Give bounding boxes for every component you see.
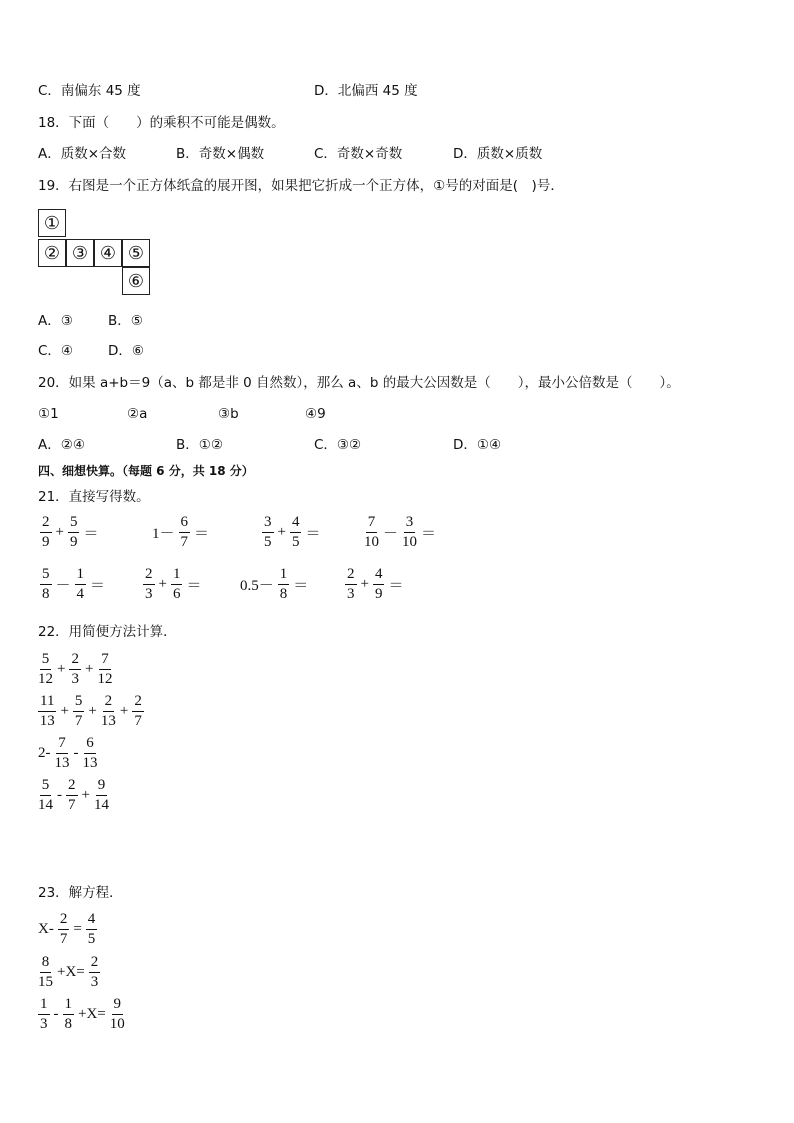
fraction-numerator: 11 [38,694,56,712]
operator: 0.5－ [240,578,274,594]
operator: － [55,578,71,594]
fraction [38,778,53,813]
operator: + [158,576,167,592]
operator: + [57,661,66,677]
q20-choice-1: ①1 [38,406,59,422]
fraction-numerator: 5 [68,515,80,533]
fraction-numerator: 5 [40,652,52,670]
net-face-3: ③ [66,239,94,267]
fraction-numerator: 9 [96,778,108,796]
fraction [40,515,52,550]
fraction-numerator: 1 [75,567,87,585]
fraction-denominator: 10 [109,1016,125,1032]
operator: 2- [38,745,51,761]
math-expression [38,515,100,550]
operator: - [57,787,62,803]
operator: ＝ [388,578,404,594]
cube-net-figure [38,209,154,297]
fraction [68,515,80,550]
fraction-numerator: 4 [290,515,302,533]
fraction-numerator: 1 [63,997,75,1015]
q19-option-a: A．③ [38,313,73,329]
fraction [101,694,116,729]
fraction-denominator: 3 [90,974,99,990]
operator: + [277,524,286,540]
fraction-denominator: 13 [100,713,116,729]
operator: － [383,526,399,542]
fraction-denominator: 5 [264,534,272,550]
math-expression [36,912,99,947]
fraction [40,567,52,602]
fraction [63,997,75,1032]
fraction [179,515,191,550]
fraction-numerator: 7 [366,515,378,533]
fraction-numerator: 3 [404,515,416,533]
fraction-denominator: 7 [59,931,68,947]
fraction-denominator: 12 [38,671,53,687]
fraction [55,736,70,771]
fraction-denominator: 5 [291,534,300,550]
fraction [58,912,70,947]
fraction-denominator: 3 [347,586,355,602]
fraction [69,652,81,687]
fraction-denominator: 10 [364,534,379,550]
fraction-denominator: 8 [279,586,288,602]
fraction-numerator: 1 [171,567,183,585]
fraction-numerator: 4 [373,567,385,585]
fraction-numerator: 5 [40,778,52,796]
math-expression [36,997,127,1032]
fraction-denominator: 5 [87,931,96,947]
operator: + [55,524,64,540]
math-expression [343,567,405,602]
operator: +X= [57,964,85,980]
fraction-numerator: 7 [56,736,68,754]
fraction-denominator: 7 [68,797,76,813]
fraction-denominator: 13 [39,713,55,729]
fraction-denominator: 13 [54,755,70,771]
operator: + [119,703,129,719]
fraction [345,567,357,602]
fraction-numerator: 2 [103,694,115,712]
fraction-denominator: 3 [145,586,153,602]
fraction-numerator: 4 [86,912,98,930]
fraction-numerator: 5 [40,567,52,585]
operator: = [73,921,82,937]
fraction-numerator: 7 [99,652,111,670]
operator: 1－ [152,526,175,542]
operator: ＝ [186,578,202,594]
fraction-denominator: 4 [76,586,85,602]
fraction [262,515,274,550]
net-face-2: ② [38,239,66,267]
question-21: 21．直接写得数。 [38,489,150,505]
fraction-denominator: 8 [42,586,50,602]
fraction-denominator: 14 [38,797,53,813]
fraction [75,567,87,602]
fraction [83,736,98,771]
fraction-denominator: 10 [402,534,418,550]
operator: X- [38,921,54,937]
operator: ＝ [305,526,321,542]
operator: + [81,787,90,803]
operator: ＝ [421,526,437,542]
net-face-4: ④ [94,239,122,267]
fraction-numerator: 2 [143,567,155,585]
operator: ＝ [293,578,309,594]
fraction-numerator: 3 [262,515,274,533]
operator: + [360,576,369,592]
fraction-denominator: 12 [97,671,113,687]
fraction-denominator: 9 [374,586,383,602]
fraction-denominator: 3 [71,671,79,687]
fraction [373,567,385,602]
operator: ＝ [194,526,210,542]
fraction [110,997,125,1032]
question-20: 20．如果 a+b＝9（a、b 都是非 0 自然数），那么 a、b 的最大公因数是（ ），最小公倍数是（ ）。 [38,375,680,391]
math-expression [36,955,102,990]
operator: + [84,661,94,677]
fraction-numerator: 9 [112,997,124,1015]
fraction [38,652,53,687]
q18-option-d: D．质数×质数 [453,146,543,162]
fraction-numerator: 2 [132,694,144,712]
fraction-numerator: 8 [40,955,52,973]
math-expression [36,736,100,771]
q20-option-c: C．③② [314,437,362,453]
fraction-numerator: 2 [66,778,78,796]
fraction-denominator: 9 [69,534,78,550]
q19-option-c: C．④ [38,343,74,359]
fraction-denominator: 7 [74,713,83,729]
fraction [38,694,56,729]
math-expression [36,778,111,813]
fraction [38,955,53,990]
fraction-denominator: 14 [93,797,109,813]
q18-option-c: C．奇数×奇数 [314,146,403,162]
fraction-denominator: 13 [82,755,98,771]
fraction [364,515,379,550]
fraction-denominator: 9 [42,534,50,550]
question-23: 23．解方程． [38,885,123,901]
fraction-numerator: 5 [73,694,85,712]
math-expression [362,515,438,550]
fraction [143,567,155,602]
fraction-denominator: 15 [38,974,53,990]
q20-option-b: B．①② [176,437,223,453]
fraction [402,515,417,550]
fraction-numerator: 6 [179,515,191,533]
fraction [73,694,85,729]
math-expression [36,652,114,687]
fraction [86,912,98,947]
q19-option-d: D．⑥ [108,343,144,359]
q20-choice-2: ②a [127,406,148,422]
fraction-denominator: 8 [64,1016,72,1032]
fraction-numerator: 2 [345,567,357,585]
fraction [89,955,101,990]
fraction-numerator: 6 [84,736,96,754]
fraction [278,567,290,602]
operator: +X= [78,1006,106,1022]
operator: ＝ [83,526,99,542]
net-face-5: ⑤ [122,239,150,267]
fraction-numerator: 2 [58,912,70,930]
math-expression [238,567,310,602]
fraction-denominator: 7 [134,713,142,729]
fraction [132,694,144,729]
math-expression [38,567,107,602]
option-d-text: D．北偏西 45 度 [314,83,418,99]
fraction-numerator: 1 [38,997,50,1015]
q20-option-a: A．②④ [38,437,85,453]
fraction-denominator: 7 [180,534,189,550]
fraction [290,515,302,550]
operator: - [73,745,79,761]
option-c-text: C．南偏东 45 度 [38,83,141,99]
math-expression [150,515,211,550]
math-expression [260,515,322,550]
fraction-numerator: 2 [40,515,52,533]
fraction [66,778,78,813]
q20-option-d: D．①④ [453,437,502,453]
operator: + [60,703,69,719]
net-face-6: ⑥ [122,267,150,295]
section-heading: 四、细想快算。（每题 6 分，共 18 分） [38,464,254,478]
fraction [38,997,50,1032]
fraction-denominator: 6 [172,586,181,602]
q19-option-b: B．⑤ [108,313,143,329]
q18-option-b: B．奇数×偶数 [176,146,265,162]
question-22: 22．用简便方法计算． [38,624,177,640]
q20-choice-3: ③b [218,406,239,422]
fraction [171,567,183,602]
fraction [97,652,112,687]
question-19: 19．右图是一个正方体纸盒的展开图，如果把它折成一个正方体，①号的对面是( )号． [38,178,564,194]
question-18: 18．下面（ ）的乘积不可能是偶数。 [38,115,285,131]
operator: ＝ [90,578,106,594]
fraction-numerator: 1 [278,567,290,585]
math-expression [36,694,146,729]
fraction-denominator: 3 [40,1016,48,1032]
operator: + [88,703,97,719]
math-expression [141,567,203,602]
operator: - [53,1006,59,1022]
q20-choice-4: ④9 [305,406,326,422]
fraction [94,778,109,813]
fraction-numerator: 2 [69,652,81,670]
net-face-1: ① [38,209,66,237]
fraction-numerator: 2 [89,955,101,973]
q18-option-a: A．质数×合数 [38,146,127,162]
